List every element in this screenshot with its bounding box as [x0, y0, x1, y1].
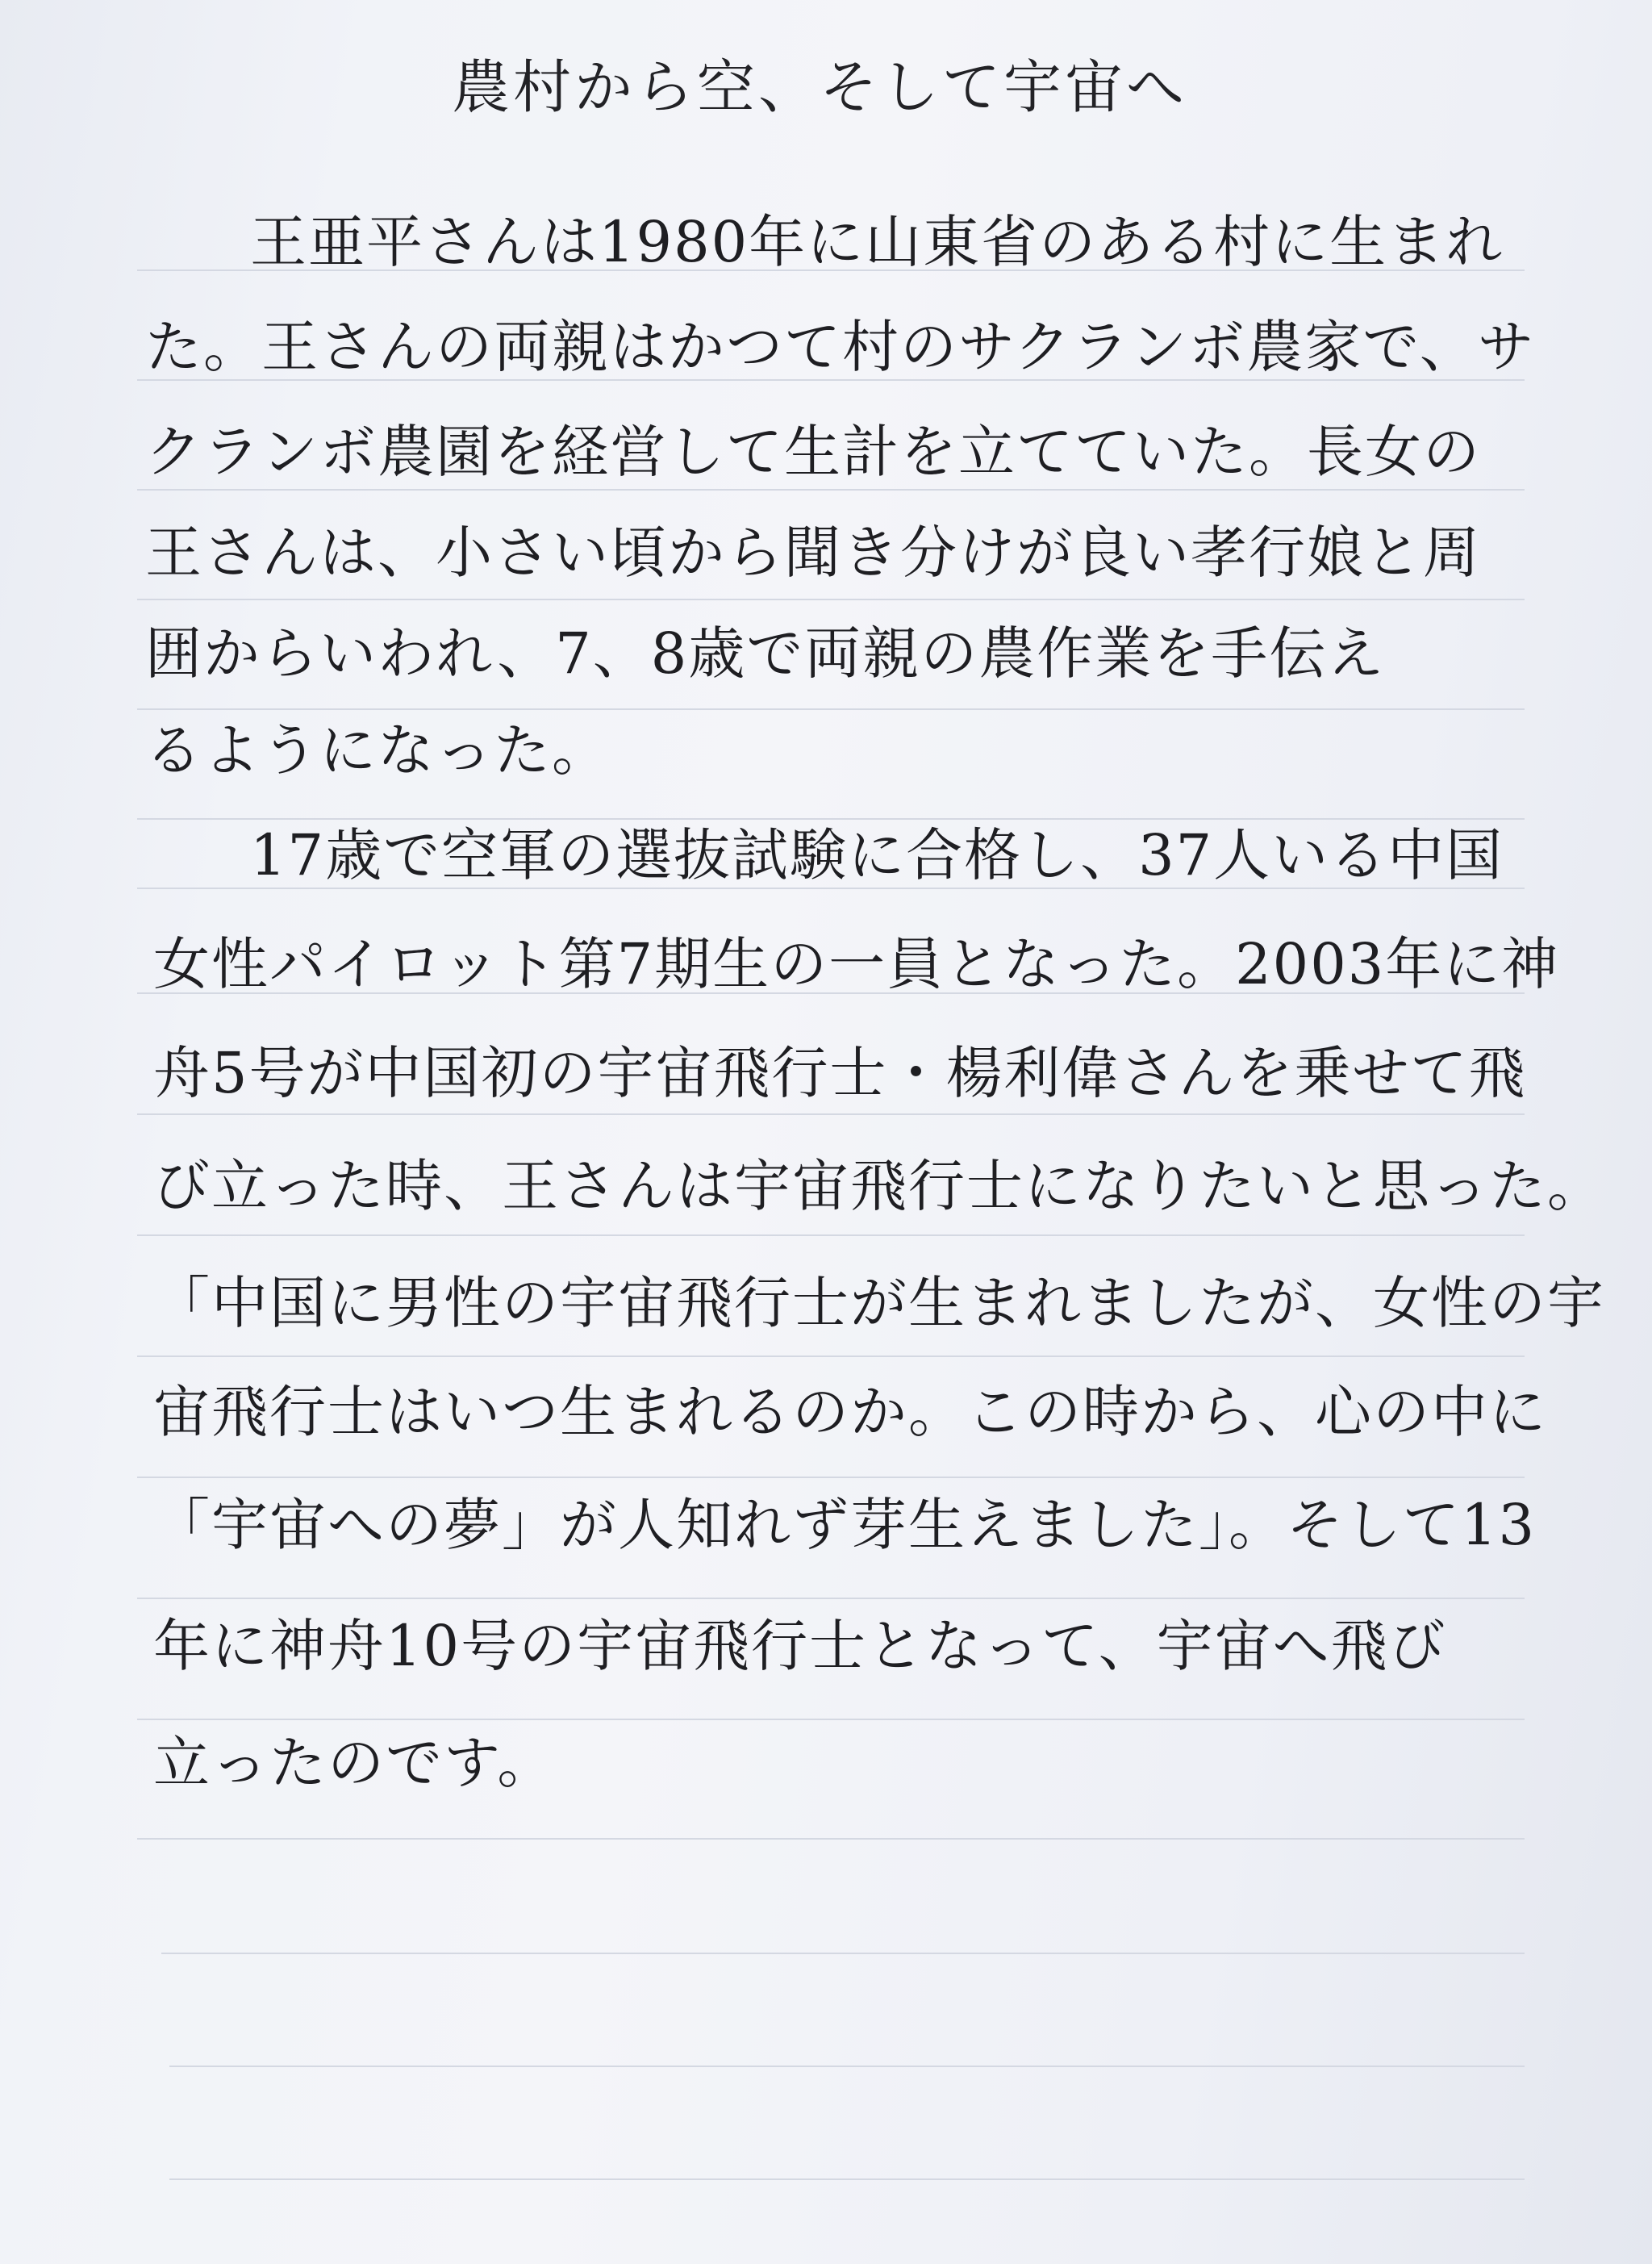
ruled-line	[169, 2178, 1525, 2180]
ruled-line	[137, 1355, 1525, 1357]
text-line: 立ったのです。	[153, 1730, 556, 1796]
text-line: 王さんは、小さい頃から聞き分けが良い孝行娘と周	[145, 520, 1481, 586]
text-line: 囲からいわれ、7、8歳で両親の農作業を手伝え	[145, 620, 1386, 687]
text-line: るようになった。	[145, 717, 610, 783]
text-line: た。王さんの両親はかつて村のサクランボ農家で、サ	[145, 314, 1536, 380]
text-line: 舟5号が中国初の宇宙飛行士・楊利偉さんを乗せて飛	[153, 1040, 1527, 1106]
essay-title: 農村から空、そして宇宙へ	[452, 53, 1188, 121]
text-line: 王亜平さんは1980年に山東省のある村に生まれ	[250, 209, 1504, 275]
text-line: 「中国に男性の宇宙飛行士が生まれましたが、女性の宇	[153, 1270, 1605, 1336]
text-line: クランボ農園を経営して生計を立てていた。長女の	[145, 419, 1481, 485]
text-line: 宙飛行士はいつ生まれるのか。この時から、心の中に	[153, 1379, 1547, 1445]
ruled-line	[137, 1234, 1525, 1236]
ruled-line	[137, 1838, 1525, 1840]
text-line: 17歳で空軍の選抜試験に合格し、37人いる中国	[250, 822, 1504, 888]
text-line: び立った時、王さんは宇宙飛行士になりたいと思った。	[153, 1153, 1605, 1219]
text-line: 女性パイロット第7期生の一員となった。2003年に神	[153, 931, 1560, 997]
ruled-line	[169, 2066, 1525, 2067]
text-line: 年に神舟10号の宇宙飛行士となって、宇宙へ飛び	[153, 1613, 1447, 1679]
ruled-line	[161, 1953, 1525, 1954]
text-line: 「宇宙への夢」が人知れず芽生えました」。そして13	[153, 1492, 1537, 1558]
